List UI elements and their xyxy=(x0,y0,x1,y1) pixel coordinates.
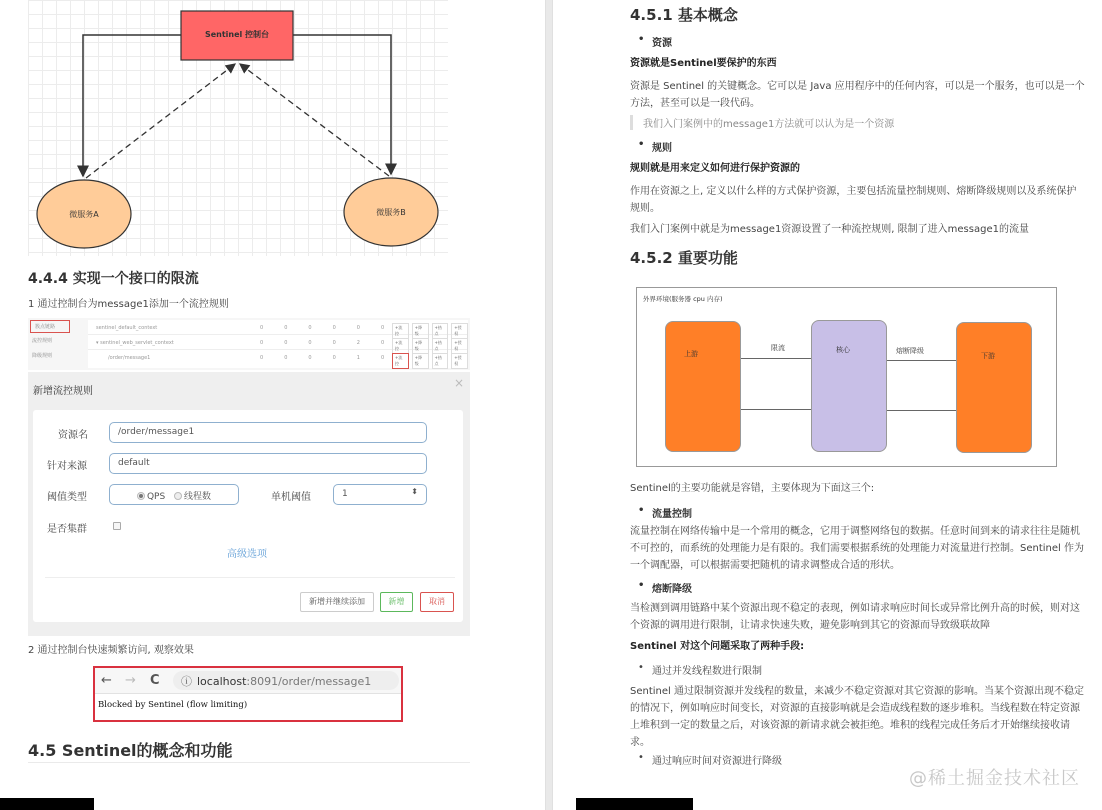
add-degrade-button[interactable]: +降级 xyxy=(412,338,429,354)
section-452-title: 4.5.2 重要功能 xyxy=(630,249,738,267)
cell: 0 xyxy=(356,325,360,331)
bullet-circuit-breaking: • 熔断降级 xyxy=(652,580,692,595)
service-b-label: 微服务B xyxy=(376,208,406,217)
core-box xyxy=(811,320,887,452)
bullet-rule: • 规则 xyxy=(652,139,672,154)
flow-desc xyxy=(630,523,1084,574)
arrow-upstream-to-core xyxy=(741,358,811,359)
cell: 0 xyxy=(308,340,312,346)
modal-body xyxy=(33,410,463,622)
sidebar-item-degrade-rules[interactable]: 降级规则 xyxy=(32,353,53,359)
conc-desc-line: 求。 xyxy=(630,737,650,748)
cancel-button[interactable]: 取消 xyxy=(420,592,454,612)
arrow-core-to-upstream xyxy=(741,409,811,410)
resource-desc xyxy=(630,78,1085,112)
step2-text: 2 通过控制台快速频繁访问, 观察效果 xyxy=(28,645,194,656)
page-footer-bar xyxy=(0,798,94,810)
add-hotspot-button[interactable]: +热点 xyxy=(432,338,449,354)
add-auth-button[interactable]: +授权 xyxy=(451,353,468,369)
rule-desc xyxy=(630,183,1076,217)
add-flow-button[interactable]: +流控 xyxy=(392,338,409,354)
cell: 0 xyxy=(332,325,336,331)
cluster-label: 是否集群 xyxy=(47,524,87,535)
resource-name: /order/message1 xyxy=(108,355,151,361)
console-node-label: Sentinel 控制台 xyxy=(204,30,270,39)
back-icon[interactable]: ← xyxy=(101,673,112,688)
bullet-resource: • 资源 xyxy=(652,34,672,49)
degrade-desc-line: 当检测到调用链路中某个资源出现不稳定的表现，例如请求响应时间长或异常比例升高的时候，则对这 xyxy=(630,603,1080,614)
add-flow-rule-modal xyxy=(28,372,470,636)
cell: 0 xyxy=(284,340,288,346)
sidebar-item-flow-rules[interactable]: 流控规则 xyxy=(32,338,53,344)
url-path: :8091/order/message1 xyxy=(246,675,372,688)
section-451-title: 4.5.1 基本概念 xyxy=(630,6,738,24)
forward-icon[interactable]: → xyxy=(125,673,136,688)
add-auth-button[interactable]: +授权 xyxy=(451,338,468,354)
cell: 1 xyxy=(356,355,360,361)
conc-desc-line: 的情况下，例如响应时间变长，对资源的直接影响就是会造成线程数的逐步堆积。当线程数在特定资源 xyxy=(630,703,1080,714)
flow-desc-line: 流量控制在网络传输中是一个常用的概念，它用于调整网络包的数据。任意时间到来的请求往往是随机 xyxy=(630,526,1080,537)
bullet-response-time: • 通过响应时间对资源进行降级 xyxy=(652,752,782,767)
page-footer-bar xyxy=(576,798,693,810)
core-function-diagram xyxy=(636,287,1057,467)
conc-desc-line: Sentinel 通过限制资源并发线程的数量，来减少不稳定资源对其它资源的影响。当某个资源出现不稳定 xyxy=(630,686,1084,697)
cell: 0 xyxy=(332,340,336,346)
means-bold: Sentinel 对这个问题采取了两种手段: xyxy=(630,641,805,652)
stepper-arrows-icon[interactable]: ⬍ xyxy=(411,487,418,496)
add-degrade-button[interactable]: +降级 xyxy=(412,323,429,339)
modal-title: 新增流控规则 xyxy=(33,386,93,397)
modal-divider xyxy=(45,577,455,578)
bullet-flow-control: • 流量控制 xyxy=(652,505,692,520)
rule-desc-line: 规则。 xyxy=(630,203,660,214)
add-flow-button-highlighted[interactable]: +流控 xyxy=(392,353,409,369)
sentinel-dashboard-snippet xyxy=(28,318,470,370)
arrow-limit-label: 限流 xyxy=(771,344,785,352)
thread-count-radio-label: 线程数 xyxy=(184,492,212,502)
single-threshold-label: 单机阈值 xyxy=(271,492,311,503)
service-a-label: 微服务A xyxy=(69,210,99,219)
cell: 2 xyxy=(356,340,360,346)
resource-desc-line: 资源是 Sentinel 的关键概念。它可以是 Java 应用程序中的任何内容，可以是一个服务，也可以是一个 xyxy=(630,81,1085,92)
section-45-divider xyxy=(28,762,470,763)
add-flow-button[interactable]: +流控 xyxy=(392,323,409,339)
qps-radio[interactable] xyxy=(137,492,145,500)
bullet-concurrency: • 通过并发线程数进行限制 xyxy=(652,662,762,677)
table-row xyxy=(88,320,468,335)
table-row xyxy=(88,335,468,350)
origin-label: 针对来源 xyxy=(47,461,87,472)
add-hotspot-button[interactable]: +热点 xyxy=(432,353,449,369)
reload-icon[interactable]: C xyxy=(150,673,160,688)
cell: 0 xyxy=(260,340,264,346)
conc-desc-line: 上堆积到一定的数量之后，对该资源的新请求就会被拒绝。堆积的线程完成任务后才开始继续接收请 xyxy=(630,720,1070,731)
degrade-desc xyxy=(630,600,1080,634)
environment-label: 外界环境(服务器 cpu 内存) xyxy=(643,295,723,303)
add-auth-button[interactable]: +授权 xyxy=(451,323,468,339)
url-host: localhost xyxy=(197,675,247,688)
left-page xyxy=(0,0,545,810)
close-icon[interactable]: × xyxy=(453,376,464,390)
functions-intro: Sentinel的主要功能就是容错，主要体现为下面这三个: xyxy=(630,483,875,494)
arrow-core-to-downstream xyxy=(887,360,956,361)
degrade-desc-line: 个资源的调用进行限制，让请求快速失败，避免影响到其它的资源而导致级联故障 xyxy=(630,620,990,631)
thread-count-radio[interactable] xyxy=(174,492,182,500)
means-bold-text xyxy=(630,638,804,655)
single-threshold-value: 1 xyxy=(342,489,348,499)
dashboard-sidebar xyxy=(28,318,86,370)
arrow-downstream-to-core xyxy=(887,410,956,411)
cell: 0 xyxy=(380,340,385,346)
advanced-options-link[interactable]: 高级选项 xyxy=(227,549,267,560)
concurrency-desc xyxy=(630,683,1084,751)
threshold-type-label: 阈值类型 xyxy=(47,492,87,503)
add-button[interactable]: 新增 xyxy=(380,592,413,612)
cluster-checkbox[interactable] xyxy=(113,522,121,530)
browser-response-body: Blocked by Sentinel (flow limiting) xyxy=(98,700,248,710)
resource-bold-text xyxy=(630,55,777,72)
resource-name[interactable]: ▾ sentinel_web_servlet_context xyxy=(96,340,174,346)
single-threshold-stepper[interactable] xyxy=(333,484,427,505)
add-degrade-button[interactable]: +降级 xyxy=(412,353,429,369)
rule-example: 我们入门案例中就是为message1资源设置了一种流控规则, 限制了进入message1的流量 xyxy=(630,224,1029,235)
resource-name-input[interactable]: /order/message1 xyxy=(109,422,427,443)
address-bar[interactable] xyxy=(173,671,399,690)
page-gutter xyxy=(545,0,553,810)
add-and-continue-button[interactable]: 新增并继续添加 xyxy=(300,592,374,612)
cell: 0 xyxy=(260,355,264,361)
table-row xyxy=(88,350,468,365)
resource-name-label: 资源名 xyxy=(58,430,88,441)
sidebar-item-cluster-link[interactable]: 簇点链路 xyxy=(30,320,70,333)
cell: 0 xyxy=(260,325,264,331)
cell: 0 xyxy=(284,325,288,331)
core-label: 核心 xyxy=(836,346,850,354)
section-444-title: 4.4.4 实现一个接口的限流 xyxy=(28,271,199,287)
resource-bold: 资源就是Sentinel要保护的东西 xyxy=(630,58,777,69)
rule-desc-line: 作用在资源之上, 定义以什么样的方式保护资源，主要包括流量控制规则、熔断降级规则以及系统保护 xyxy=(630,186,1077,197)
arrow-degrade-label: 熔断降级 xyxy=(896,347,924,355)
browser-screenshot xyxy=(93,666,403,722)
upstream-box xyxy=(665,321,741,452)
downstream-label: 下游 xyxy=(981,352,995,360)
upstream-label: 上游 xyxy=(684,350,698,358)
add-hotspot-button[interactable]: +热点 xyxy=(432,323,449,339)
origin-input[interactable]: default xyxy=(109,453,427,474)
cell: 0 xyxy=(308,325,312,331)
cell: 0 xyxy=(308,355,312,361)
qps-radio-label: QPS xyxy=(146,492,166,502)
section-45-title: 4.5 Sentinel的概念和功能 xyxy=(28,741,233,760)
resource-quote: 我们入门案例中的message1方法就可以认为是一个资源 xyxy=(630,115,894,130)
cell: 0 xyxy=(332,355,336,361)
cell: 0 xyxy=(380,325,385,331)
cell: 0 xyxy=(284,355,288,361)
rule-bold-text xyxy=(630,160,800,177)
downstream-box xyxy=(956,322,1032,453)
resource-name: sentinel_default_context xyxy=(96,325,158,331)
flow-desc-line: 不可控的，而系统的处理能力是有限的。我们需要根据系统的处理能力对流量进行控制。Sentinel 作为 xyxy=(630,543,1084,554)
step1-text: 1 通过控制台为message1添加一个流控规则 xyxy=(28,299,229,310)
sentinel-architecture-diagram xyxy=(28,0,448,256)
flow-desc-line: 一个调配器，可以根据需要把随机的请求调整成合适的形状。 xyxy=(630,560,900,571)
resource-desc-line: 方法，甚至可以是一段代码。 xyxy=(630,98,760,109)
watermark: @稀土掘金技术社区 xyxy=(909,768,1080,789)
cell: 0 xyxy=(380,355,385,361)
browser-toolbar xyxy=(95,668,401,694)
info-icon[interactable]: ⓘ xyxy=(181,675,192,688)
resource-table xyxy=(88,320,468,368)
rule-bold: 规则就是用来定义如何进行保护资源的 xyxy=(630,163,800,174)
threshold-type-group xyxy=(109,484,239,505)
